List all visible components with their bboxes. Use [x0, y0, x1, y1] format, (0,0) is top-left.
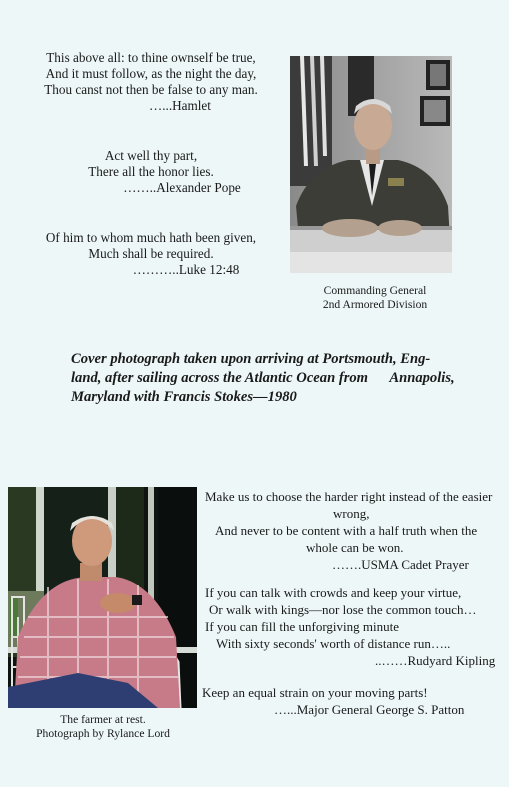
quote-line: Much shall be required. [88, 246, 214, 261]
quote-attribution: …….USMA Cadet Prayer [332, 557, 469, 572]
cover-photo-note [71, 350, 455, 407]
caption-line: Commanding General [323, 284, 427, 297]
quote-patton [202, 684, 502, 718]
caption-line: Photograph by Rylance Lord [36, 727, 170, 740]
quote-line: There all the honor lies. [88, 164, 214, 179]
quote-attribution: …...Hamlet [149, 98, 211, 113]
quote-line: And it must follow, as the night the day, [45, 66, 257, 81]
quote-luke [20, 230, 282, 278]
quote-line: This above all: to thine ownself be true, [46, 50, 256, 65]
cover-note-line: land, after sailing across the Atlantic Ocean from Annapolis, [71, 370, 455, 386]
farmer-photo-image [8, 487, 197, 708]
quote-line: With sixty seconds' worth of distance run….. [216, 636, 451, 651]
quote-line: Act well thy part, [104, 148, 198, 163]
quote-hamlet [20, 50, 282, 114]
general-photo [290, 56, 452, 273]
cover-note-line: Maryland with Francis Stokes—1980 [71, 389, 297, 405]
caption-line: 2nd Armored Division [322, 298, 428, 311]
quote-pope [20, 148, 282, 196]
general-photo-caption [300, 284, 450, 312]
quote-attribution: ………..Luke 12:48 [132, 262, 240, 277]
quote-line: If you can fill the unforgiving minute [205, 619, 399, 634]
quote-attribution: ……..Alexander Pope [123, 180, 241, 195]
quote-line: If you can talk with crowds and keep your virtue, [205, 585, 462, 600]
quote-line: Of him to whom much hath been given, [45, 230, 257, 245]
quote-attribution: ..……Rudyard Kipling [375, 653, 496, 668]
farmer-photo [8, 487, 197, 708]
quote-line: whole can be won. [306, 540, 404, 555]
quote-attribution: …...Major General George S. Patton [274, 702, 465, 717]
quote-cadet-prayer [205, 488, 505, 573]
quote-line: Make us to choose the harder right instead of the easier [205, 489, 493, 504]
quote-line: wrong, [333, 506, 370, 521]
quote-kipling [205, 584, 505, 669]
general-photo-image [290, 56, 452, 273]
quote-line: Thou canst not then be false to any man. [44, 82, 258, 97]
farmer-photo-caption [18, 713, 188, 741]
quote-line: Keep an equal strain on your moving parts! [202, 685, 428, 700]
caption-line: The farmer at rest. [60, 713, 146, 726]
quote-line: And never to be content with a half truth when the [215, 523, 478, 538]
cover-note-line: Cover photograph taken upon arriving at Portsmouth, Eng- [71, 351, 431, 367]
quote-line: Or walk with kings—nor lose the common touch… [209, 602, 477, 617]
